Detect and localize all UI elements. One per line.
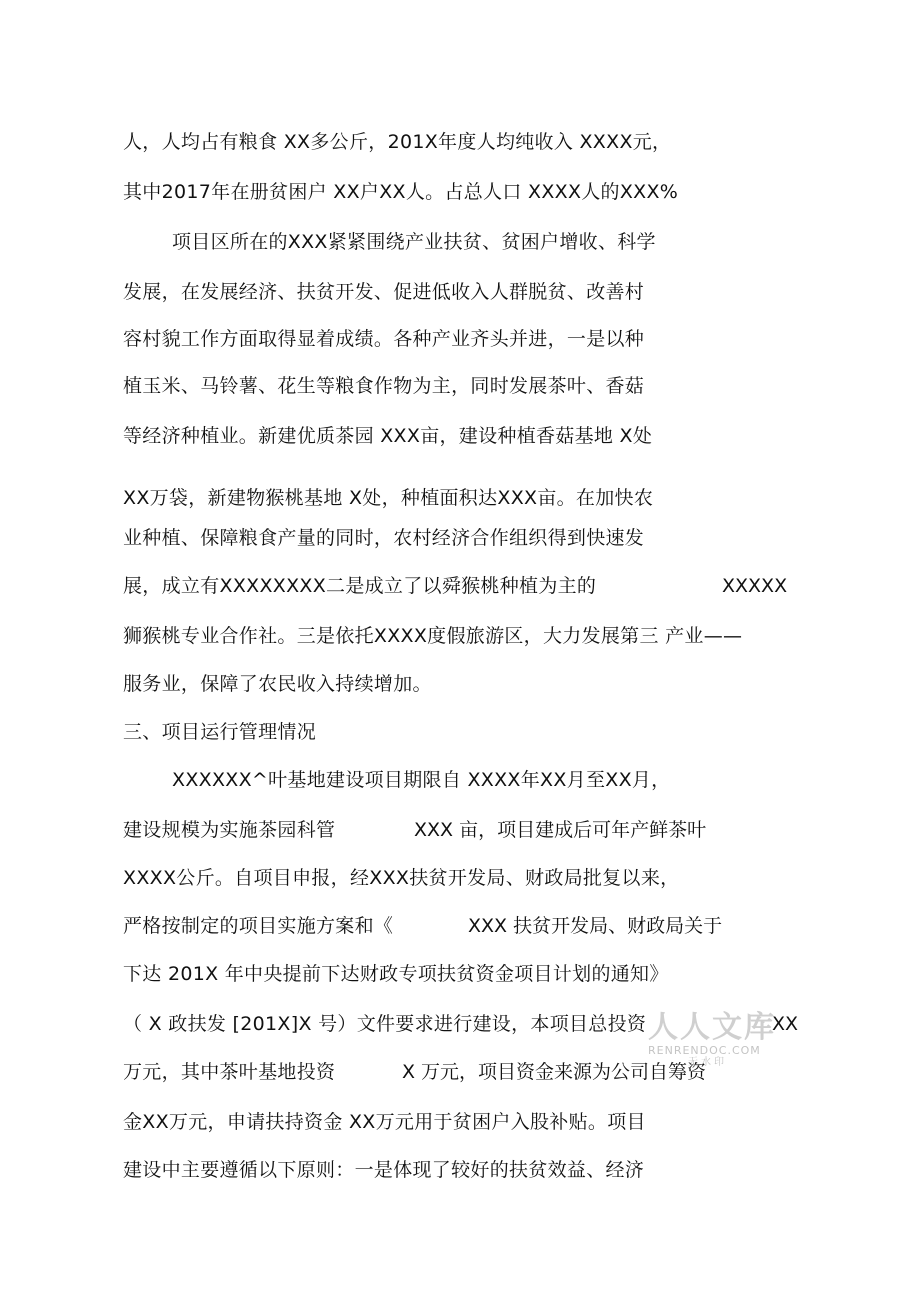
text-line-2: 其中2017年在册贫困户 XX户XX人。占总人口 XXXX人的XXX% bbox=[123, 181, 679, 203]
text-line-19-right: XX bbox=[772, 1013, 799, 1035]
text-line-15: 建设规模为实施茶园科管 bbox=[123, 819, 336, 841]
text-line-7: 等经济种植业。新建优质茶园 XXX亩，建设种植香菇基地 X处 bbox=[123, 425, 653, 447]
text-line-20: 万元，其中茶叶基地投资 bbox=[123, 1061, 336, 1083]
watermark-title: 人人文库 bbox=[648, 1010, 776, 1045]
text-line-18: 下达 201X 年中央提前下达财政专项扶贫资金项目计划的通知》 bbox=[123, 963, 669, 985]
text-line-4: 发展，在发展经济、扶贫开发、促进低收入人群脱贫、改善村 bbox=[123, 281, 645, 303]
text-line-10-right: XXXXX bbox=[722, 575, 788, 597]
text-line-10: 展，成立有XXXXXXXX二是成立了以舜猴桃种植为主的 bbox=[123, 575, 597, 597]
text-line-16: XXXX公斤。自项目申报，经XXX扶贫开发局、财政局批复以来， bbox=[123, 867, 680, 889]
text-line-5: 容村貌工作方面取得显着成绩。各种产业齐头并进，一是以种 bbox=[123, 328, 645, 350]
watermark bbox=[648, 1012, 778, 1082]
text-line-15-right: XXX 亩，项目建成后可年产鲜茶叶 bbox=[414, 819, 707, 841]
section-heading: 三、项目运行管理情况 bbox=[123, 721, 317, 743]
text-line-17-right: XXX 扶贫开发局、财政局关于 bbox=[468, 915, 723, 937]
text-line-17: 严格按制定的项目实施方案和《 bbox=[123, 915, 394, 937]
text-line-8: XX万袋，新建物猴桃基地 X处，种植面积达XXX亩。在加快农 bbox=[123, 487, 654, 509]
text-line-12: 服务业，保障了农民收入持续增加。 bbox=[123, 673, 432, 695]
text-line-6: 植玉米、马铃薯、花生等粮食作物为主，同时发展茶叶、香菇 bbox=[123, 375, 645, 397]
text-line-3: 项目区所在的XXX紧紧围绕产业扶贫、贫困户增收、科学 bbox=[172, 231, 656, 253]
text-line-14: XXXXXX^叶基地建设项目期限自 XXXX年XX月至XX月， bbox=[172, 769, 671, 791]
text-line-19: （ X 政扶发 [201X]X 号）文件要求进行建设，本项目总投资 bbox=[123, 1013, 647, 1035]
watermark-site: RENRENDOC.COM bbox=[648, 1044, 761, 1057]
text-line-9: 业种植、保障粮食产量的同时，农村经济合作组织得到快速发 bbox=[123, 527, 645, 549]
text-line-21: 金XX万元，申请扶持资金 XX万元用于贫困户入股补贴。项目 bbox=[123, 1111, 646, 1133]
text-line-22: 建设中主要遵循以下原则：一是体现了较好的扶贫效益、经济 bbox=[123, 1159, 645, 1181]
text-line-20-right: X 万元，项目资金来源为公司自筹资 bbox=[402, 1061, 707, 1083]
text-line-1: 人，人均占有粮食 XX多公斤，201X年度人均纯收入 XXXX元， bbox=[123, 131, 672, 153]
watermark-note: 无水印 bbox=[688, 1057, 727, 1068]
text-line-11: 狮猴桃专业合作社。三是依托XXXX度假旅游区，大力发展第三 产业—— bbox=[123, 625, 743, 647]
